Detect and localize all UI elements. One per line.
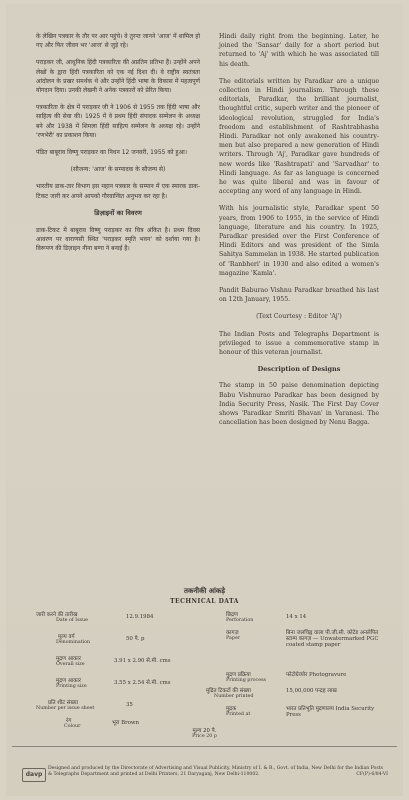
tech-label-en: Paper — [226, 636, 241, 642]
tech-row — [36, 700, 196, 712]
tech-value: 12.9.1984 — [126, 614, 154, 620]
hindi-courtesy: (सौजन्य: 'आज' के सम्पादक के सौजन्य से) — [70, 166, 166, 174]
tech-label-hi: मुद्रित टिकटों की संख्या — [206, 688, 251, 694]
tech-row — [206, 688, 386, 700]
tech-label-hi: छिद्रण — [226, 612, 238, 618]
tech-label-en: Printing size — [56, 684, 87, 690]
tech-label-en: Perforation — [226, 618, 254, 624]
english-paragraph: The Indian Posts and Telegraphs Department is privileged to issue a commemorative stamp in honour of this veteran journalist. — [219, 330, 379, 357]
tech-label-hi: मुद्रण आकार — [56, 678, 81, 684]
tech-value: 50 पै. p — [126, 636, 145, 642]
tech-row — [226, 706, 386, 718]
footer-divider — [12, 746, 397, 747]
tech-label-en: Printed at — [226, 712, 251, 718]
tech-row — [226, 630, 386, 648]
tech-label-hi: मुद्रक — [226, 706, 237, 712]
price — [6, 726, 403, 739]
english-design-paragraph: The stamp in 50 paise denomination depicting Babu Vishnurao Paradkar has been designed by India Security Press, Nasik. The First Day Cover shows 'Paradkar Smriti Bhavan' in Varanasi. The cancellation has been designed by Nenu Bagga. — [219, 382, 379, 427]
tech-label-hi: जारी करने की तारीख — [36, 612, 78, 618]
hindi-column — [36, 32, 200, 262]
davp-logo: davp — [22, 768, 46, 782]
footer-code: CF(P)-6/84-VI — [356, 772, 388, 777]
english-paragraph: The editorials written by Paradkar are a unique collection in Hindi journalism. Through these editorials, Paradkar, the brilliant journalist, thoughtful critic, superb writer and the pioneer of ideological revolution, struggled for India's freedom and establishment of Rashtrabhasha Hindi. Paradkar not only awakened his country-men but also prepared a new generation of Hindi writers. Through 'Aj', Paradkar gave hundreds of new words like 'Rashtrapati' and 'Sarvadhar' to Hindi language. As far as language is concerned he was quite liberal and was in favour of accepting any word of any language in Hindi. — [219, 77, 379, 196]
tech-label-hi: रंग — [66, 718, 72, 724]
tech-value: 15,00,000 पन्द्रह लाख — [286, 688, 337, 694]
hindi-design-heading: डिज़ाइनों का विवरण — [94, 208, 142, 217]
hindi-paragraph: पराड़कर जी, आधुनिक हिंदी पत्रकारिता की अप्रतिम प्रतिभा हैं। उन्होंने अपने लेखों के द्वारा हिंदी पत्रकारिता को एक नई दिशा दी। वे राष्ट्रीय स्वतंत्रता आंदोलन के प्रखर समर्थक थे और उन्होंने हिंदी भाषा के विकास में महत्वपूर्ण योगदान दिया। उनकी लेखनी ने अनेक पत्रकारों को प्रेरित किया। — [36, 59, 200, 95]
technical-title-hi: तकनीकी आंकड़े — [184, 587, 225, 595]
tech-label-en: Date of Issue — [56, 618, 88, 624]
brochure-page — [6, 4, 403, 796]
tech-value: भारत प्रतिभूति मुद्रणालय India Security Press — [286, 706, 375, 718]
tech-row — [36, 678, 196, 690]
price-hi: मूल्य 20 पै. — [192, 728, 217, 734]
footer-credit: Designed and produced by the Directorate of Advertising and Visual Publicity, Ministry of I. & B., Govt. of India, New Delhi for the Indian Posts & Telegraphs Department and printed at Delhi Printers, 21 Daryaganj, New Delhi-110002. — [48, 766, 383, 777]
hindi-paragraph: भारतीय डाक-तार विभाग इस महान पत्रकार के सम्मान में एक स्मारक डाक-टिकट जारी कर अपने आपको गौरवान्वित अनुभव कर रहा है। — [36, 183, 200, 200]
tech-label-hi: मुद्रण आकार — [56, 656, 81, 662]
tech-label-en: Colour — [64, 724, 81, 730]
english-paragraph: Pandit Baburao Vishnu Paradkar breathed his last on 12th January, 1955. — [219, 287, 379, 304]
tech-row — [36, 612, 196, 624]
technical-data-title — [6, 587, 403, 605]
tech-label-en: Overall size — [56, 662, 85, 668]
english-paragraph: Hindi daily right from the beginning. Later, he joined the 'Sansar' daily for a short period but returned to 'Aj' with which he was associated till his death. — [219, 33, 379, 68]
english-paragraph: With his journalistic style, Paradkar spent 50 years, from 1906 to 1955, in the service of Hindi language, literature and his country. In 1925, Paradkar presided over the First Conference of Hindi Editors and was president of the Simla Sahitya Sammelan in 1938. He started publication of 'Ranbheri' in 1930 and also edited a women's magazine 'Kamla'. — [219, 205, 379, 277]
hindi-paragraph: पंडित बाबूराव विष्णु पराड़कर का निधन 12 जनवरी, 1955 को हुआ। — [36, 149, 188, 157]
tech-label-hi: कागज़ — [226, 630, 239, 636]
footer-text — [48, 766, 388, 778]
tech-row — [36, 656, 196, 668]
hindi-paragraph: के लेखिन पत्रकार के तौर पर आर पहुंचे। वे तुरन्त जानने 'आज' में शामिल हो गए और फिर जीवन भर 'आज' से जुड़े रहे। — [36, 33, 200, 50]
tech-row — [226, 612, 386, 624]
tech-label-hi: प्रति शीट संख्या — [48, 700, 79, 706]
tech-row — [226, 672, 386, 684]
tech-label-en: Denomination — [56, 640, 91, 646]
english-column — [219, 32, 379, 435]
tech-value: 14 x 14 — [286, 614, 307, 620]
tech-label-hi: मूल्य वर्ग — [58, 634, 75, 640]
english-courtesy: (Text Courtesy : Editor 'Aj') — [256, 313, 342, 321]
tech-label-en: Number printed — [214, 694, 254, 700]
english-design-heading: Description of Designs — [257, 365, 341, 374]
hindi-design-paragraph: डाक-टिकट में बाबूराव विष्णु पराड़कर का चित्र अंकित है। प्रथम दिवस आवरण पर वाराणसी स्थित 'पराड़कर स्मृति भवन' को दर्शाया गया है। विरूपण की डिज़ाइन नीना बग्गा ने बनाई है। — [36, 227, 200, 253]
tech-label-en: Printing process — [226, 678, 266, 684]
tech-value: 35 — [126, 702, 133, 708]
tech-label-en: Number per issue sheet — [36, 706, 95, 712]
tech-row — [36, 634, 196, 646]
tech-label-hi: मुद्रण प्रक्रिया — [226, 672, 251, 678]
tech-value: भूरा Brown — [112, 720, 139, 726]
technical-title-en: TECHNICAL DATA — [170, 598, 239, 605]
tech-value: फोटोग्रेव्योर Photogravure — [286, 672, 347, 678]
tech-value: 3.91 x 2.90 से.मी. cms — [114, 658, 171, 664]
price-en: Price 20 p — [192, 734, 217, 739]
tech-value: बिना जलचिह्न वाला पी.जी.सी. कोटेड अनलेपित स्टाम्प कागज़ — Unwatermarked PGC coated stamp paper — [286, 630, 379, 648]
hindi-paragraph: पत्रकारिता के क्षेत्र में पराड़कर जी ने 1906 से 1955 तक हिंदी भाषा और साहित्य की सेवा की। 1925 में वे प्रथम हिंदी संपादक सम्मेलन के अध्यक्ष बने और 1938 में शिमला हिंदी साहित्य सम्मेलन के अध्यक्ष रहे। उन्होंने 'रणभेरी' का प्रकाशन किया। — [36, 104, 200, 139]
tech-value: 3.55 x 2.54 से.मी. cms — [114, 680, 171, 686]
